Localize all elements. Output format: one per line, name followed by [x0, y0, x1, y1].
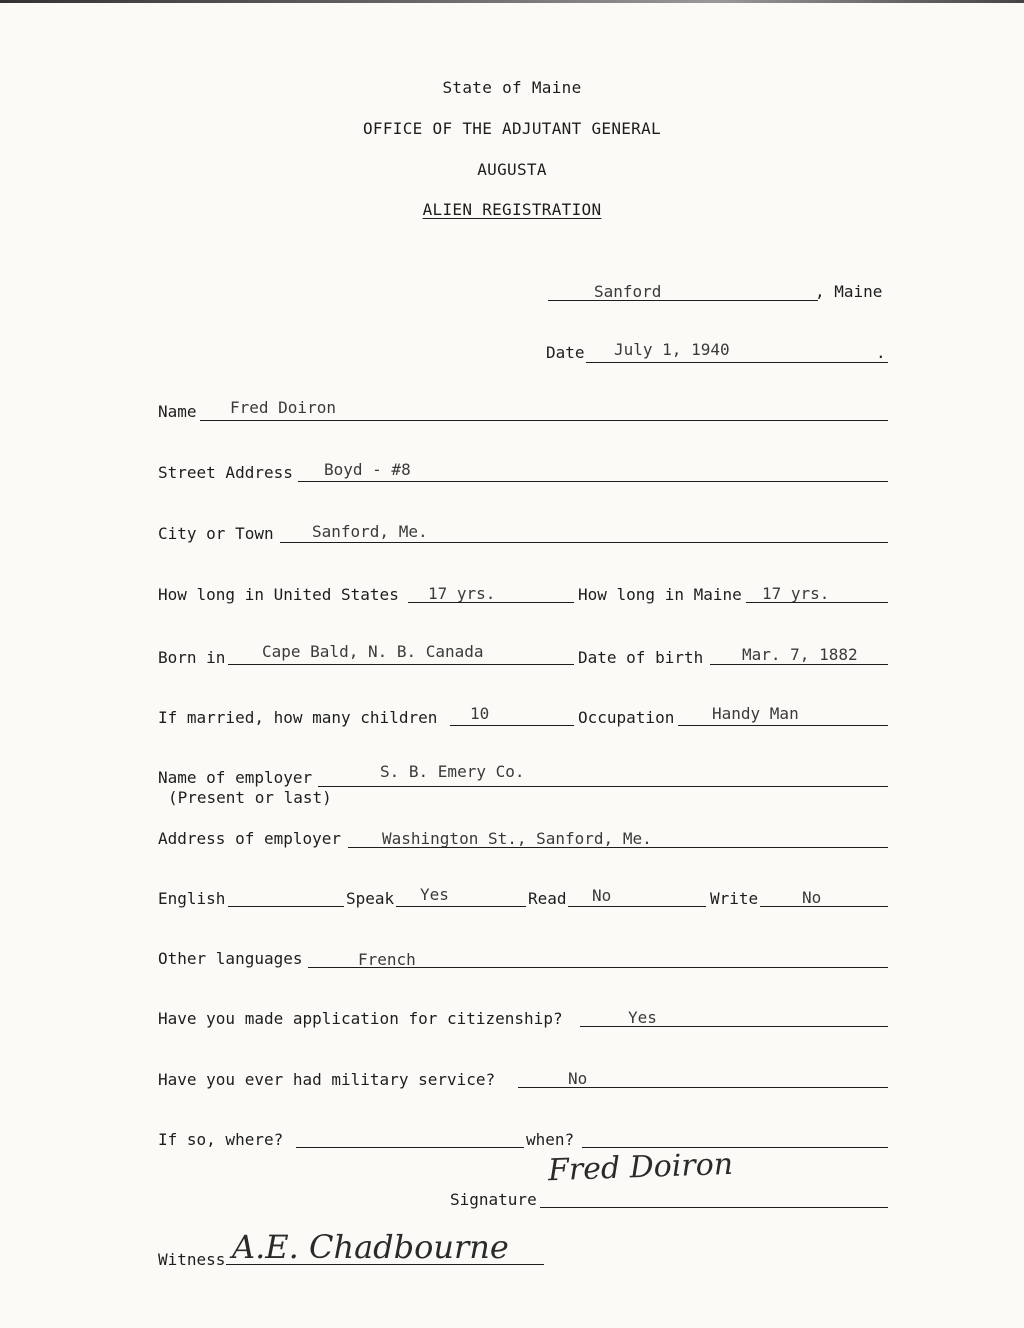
us-duration-label: How long in United States [158, 585, 399, 604]
citizenship-line [580, 1026, 888, 1027]
city-value: Sanford, Me. [312, 522, 428, 541]
employer-line [318, 786, 888, 787]
dob-label: Date of birth [578, 648, 704, 667]
witness-signature: A.E. Chadbourne [232, 1228, 509, 1266]
name-line [200, 420, 888, 421]
born-value: Cape Bald, N. B. Canada [262, 642, 484, 661]
employer-address-label: Address of employer [158, 829, 342, 848]
street-line [298, 481, 888, 482]
street-value: Boyd - #8 [324, 460, 411, 479]
location-value: Sanford [594, 282, 662, 301]
signature-line [540, 1207, 888, 1208]
me-duration-label: How long in Maine [578, 585, 742, 604]
office-heading: OFFICE OF THE ADJUTANT GENERAL [363, 119, 661, 138]
signature-handwriting: Fred Doiron [547, 1146, 734, 1189]
military-label: Have you ever had military service? [158, 1070, 496, 1089]
read-value: No [592, 886, 612, 905]
employer-address-line [348, 847, 888, 848]
witness-label: Witness [158, 1250, 226, 1269]
occupation-line [678, 725, 888, 726]
dob-value: Mar. 7, 1882 [742, 645, 858, 664]
born-line [228, 664, 574, 665]
speak-label: Speak [346, 889, 395, 908]
city-heading: AUGUSTA [477, 160, 547, 179]
when-label: when? [526, 1130, 575, 1149]
employer-value: S. B. Emery Co. [380, 762, 525, 781]
occupation-label: Occupation [578, 708, 675, 727]
us-duration-value: 17 yrs. [428, 584, 496, 603]
where-label: If so, where? [158, 1130, 284, 1149]
military-value: No [568, 1069, 588, 1088]
date-end: . [876, 343, 886, 362]
when-line [582, 1147, 888, 1148]
write-line [760, 906, 888, 907]
write-label: Write [710, 889, 759, 908]
children-value: 10 [470, 704, 490, 723]
languages-line [308, 967, 888, 968]
employer-sublabel: (Present or last) [168, 788, 332, 807]
occupation-value: Handy Man [712, 704, 799, 723]
read-line [568, 906, 706, 907]
children-label: If married, how many children [158, 708, 438, 727]
born-label: Born in [158, 648, 226, 667]
employer-address-value: Washington St., Sanford, Me. [382, 829, 652, 848]
speak-line [396, 906, 526, 907]
date-label: Date [546, 343, 585, 362]
languages-value: French [358, 950, 416, 969]
date-value: July 1, 1940 [614, 340, 730, 359]
me-duration-value: 17 yrs. [762, 584, 830, 603]
employer-label: Name of employer [158, 768, 313, 787]
english-line [228, 906, 344, 907]
city-label: City or Town [158, 524, 274, 543]
street-label: Street Address [158, 463, 293, 482]
speak-value: Yes [420, 885, 449, 904]
languages-label: Other languages [158, 949, 303, 968]
me-duration-line [746, 602, 888, 603]
where-line [296, 1147, 524, 1148]
location-line [548, 300, 818, 301]
children-line [450, 725, 574, 726]
citizenship-label: Have you made application for citizenship? [158, 1009, 563, 1028]
signature-label: Signature [450, 1190, 537, 1209]
form-title: ALIEN REGISTRATION [422, 200, 602, 219]
location-suffix: , Maine [815, 282, 883, 301]
name-value: Fred Doiron [230, 398, 336, 417]
military-line [518, 1087, 888, 1088]
date-line [586, 362, 888, 363]
write-value: No [802, 888, 822, 907]
read-label: Read [528, 889, 567, 908]
english-label: English [158, 889, 226, 908]
state-heading: State of Maine [442, 78, 582, 97]
us-duration-line [408, 602, 574, 603]
dob-line [710, 664, 888, 665]
citizenship-value: Yes [628, 1008, 657, 1027]
name-label: Name [158, 402, 197, 421]
witness-line [226, 1264, 544, 1265]
scan-edge [0, 0, 1024, 3]
city-line [280, 542, 888, 543]
